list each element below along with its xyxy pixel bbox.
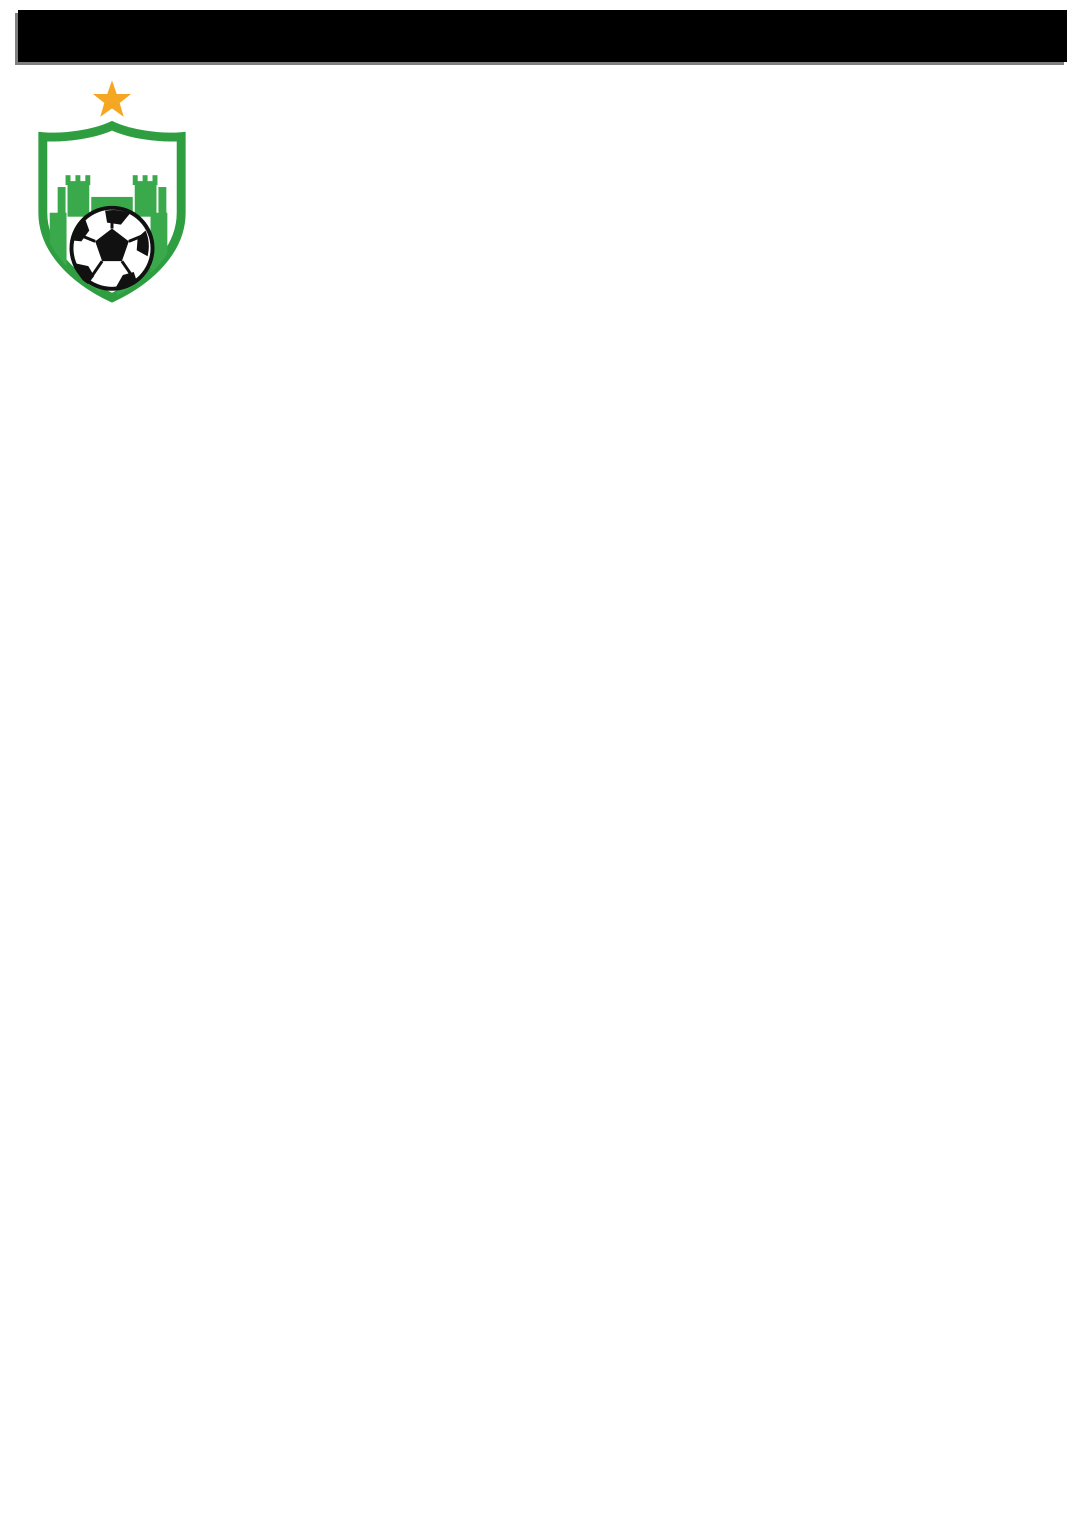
- club-crest-graphic: [28, 76, 196, 306]
- content-area: [20, 74, 1063, 310]
- document-page: [0, 0, 1081, 310]
- star-icon: [93, 80, 131, 117]
- club-logo: [28, 76, 196, 306]
- title-bar: [18, 10, 1067, 62]
- football-icon: [71, 208, 152, 289]
